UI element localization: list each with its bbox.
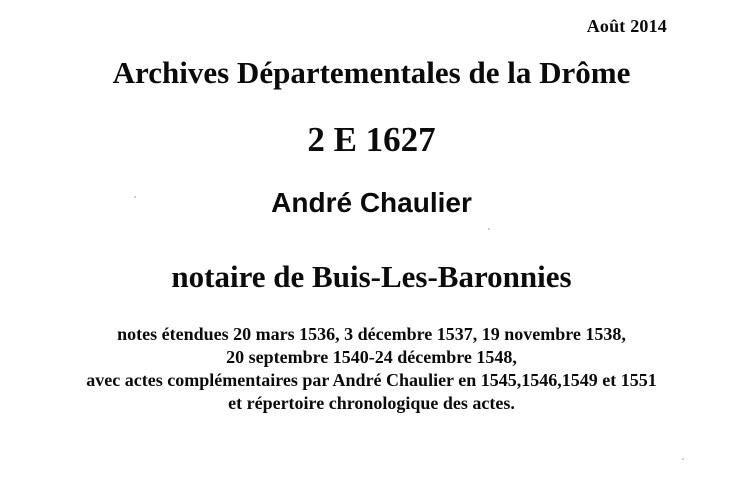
author-name: André Chaulier bbox=[271, 187, 472, 218]
scan-speck bbox=[488, 228, 490, 230]
notes-block bbox=[0, 323, 743, 415]
scan-speck bbox=[134, 196, 136, 198]
notes-line: avec actes complémentaires par André Chaulier en 1545,1546,1549 et 1551 bbox=[86, 370, 657, 390]
scan-speck bbox=[682, 458, 684, 460]
institution-heading: Archives Départementales de la Drôme bbox=[112, 55, 631, 90]
document-title: notaire de Buis-Les-Baronnies bbox=[171, 259, 572, 294]
notes-line: et répertoire chronologique des actes. bbox=[228, 393, 515, 413]
document-date: Août 2014 bbox=[586, 16, 667, 36]
notes-line: 20 septembre 1540-24 décembre 1548, bbox=[226, 347, 517, 367]
notes-line: notes étendues 20 mars 1536, 3 décembre 1537, 19 novembre 1538, bbox=[117, 324, 626, 344]
reference-number: 2 E 1627 bbox=[307, 120, 436, 159]
